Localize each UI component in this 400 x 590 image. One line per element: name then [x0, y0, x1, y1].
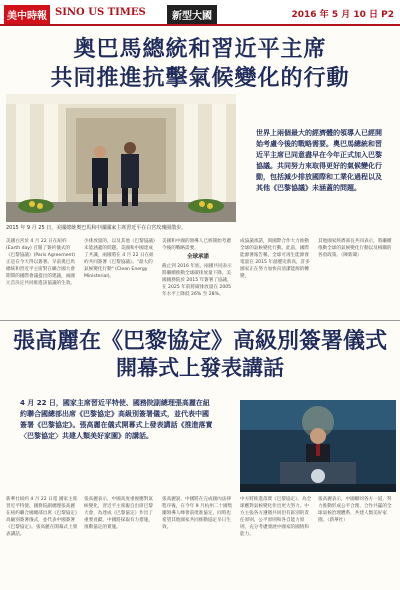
article2-column-4: 中方將推進落實《巴黎協定》，為全球應對氣候變化作出更大努力。中方主張各方遵循共同但有區別的責任原則、公平原則和各自能力原則，充分考慮發展中國家的國情和能力。	[240, 497, 312, 537]
section-tag[interactable]: 新型大國	[167, 5, 217, 24]
article1-headline-line2[interactable]: 共同推進抗擊氣候變化的行動	[50, 66, 350, 91]
article2-column-2: 張高麗表示，中國高度重視應對氣候變化，習近平主席親自出席巴黎大會，為達成《巴黎協定》作出了重要貢獻。中國將採取有力措施，推動協定的實施。	[84, 497, 153, 530]
article1-column-1: 美國白宮於 4 月 22 日在紐約 (Earth day) 召開了簽約儀式的《巴黎協議》(Paris Agreement) 正是在今天得以簽署。早前奧巴馬總統和習近平主席對在聯合國大會期間的國際會議提出的建議，兩國元首決定共同推進該協議的生效。	[6, 239, 76, 286]
article1-body	[6, 238, 396, 318]
article2-pull-quote: 4 月 22 日，國家主席習近平特使、國務院副總理張高麗在紐約聯合國總部出席《巴黎協定》高級別簽署儀式，並代表中國簽署《巴黎協定》。張高麗在儀式開幕式上發表講話《推進落實〈巴黎協定〉共建人類美好家園》的講話。	[20, 399, 213, 440]
article1-column-2: 少排放量的，以及其他《巴黎協議》未能涵蓋的問題。美國和中國達成了共識，兩國將在 4 月 22 日在紐約共同簽署《巴黎協議》。"最大的氣候變化行動" (Clean Energy Ministerial)。	[84, 239, 156, 279]
masthead	[0, 0, 400, 26]
article2-column-5: 張高麗表示，中國願同各方一道，努力推動形成公平合理、合作共贏的全球氣候治理體系，共建人類美好家園。（新華社）	[318, 497, 392, 523]
un-podium-photo[interactable]	[240, 400, 396, 492]
newspaper-english-name: SINO US TIMES	[55, 7, 146, 18]
article1-column-4: 成協議承諾，與國際合作大力推動全球的氣候變化行動。此前，國際能源署報告稱，全球可再生能源發電量在 2015 年創歷史新高，許多國家正在努力加快向清潔能源的轉變。	[240, 239, 310, 279]
article2-column-1: 新華社紐約 4 月 22 日電 國家主席習近平特使、國務院副總理張高麗在紐約聯合國總部出席《巴黎協定》高級別簽署儀式，並代表中國簽署《巴黎協定》。張高麗在開幕式上發表講話。	[6, 497, 78, 537]
white-house-photo[interactable]	[6, 94, 236, 222]
article1-column-3-text-b: 截止到 2016 年底，兩國共同表示將繼續推動全球碳排放量下降。美國國務院於 2015 年簽署了協議，在 2025 年前將碳排放量在 2005 年水平上降低 26% 至 28%。	[162, 264, 232, 297]
article1-column-3-text: 美國和中國的領導人已經開始考慮今後的戰略需要。	[162, 239, 231, 251]
article2-column-3: 張高麗說，中國將在完成國內法律程序後，在今年 9 月杭州二十國集團領導人峰會前批准協定，同時也希望其他國家共同推動協定早日生效。	[162, 497, 233, 530]
article2-body	[6, 496, 396, 588]
article-divider	[0, 320, 400, 321]
article1-column-3	[162, 238, 234, 318]
article1-pull-quote: 世界上兩個最大的經濟體的領導人已經開始考慮今後的戰略需要。奧巴馬總統和習近平主席已同意盡早在今年正式加入巴黎協議。共同努力來取得更好的氣候變化行動，包括減少排放國際和工業化過程以及其他《巴黎協議》未涵蓋的問題。	[256, 129, 382, 192]
article2-headline-line1[interactable]: 張高麗在《巴黎協定》高級別簽署儀式	[12, 329, 387, 354]
un-general-assembly-image	[240, 400, 396, 492]
newspaper-logo[interactable]: 美中時報	[4, 5, 50, 24]
article1-subhead: 全球承諾	[186, 254, 209, 260]
article1-headline-line1[interactable]: 奥巴馬總統和習近平主席	[73, 37, 327, 62]
white-house-colonnade-image	[6, 94, 236, 222]
photo-caption: 2015 年 9 月 25 日，美國總統奧巴馬和中國國家主席習近平在白宮玫瑰園散步。	[6, 225, 187, 231]
article1-column-5: 其他國家經濟部長共同表示，將繼續推動全球的氣候變化行動以及相關的各項政策。（陳新聞）	[318, 239, 392, 258]
article2-headline-line2[interactable]: 開幕式上發表講話	[116, 356, 284, 380]
issue-date-page: 2016 年 5 月 10 日 P2	[291, 10, 394, 20]
